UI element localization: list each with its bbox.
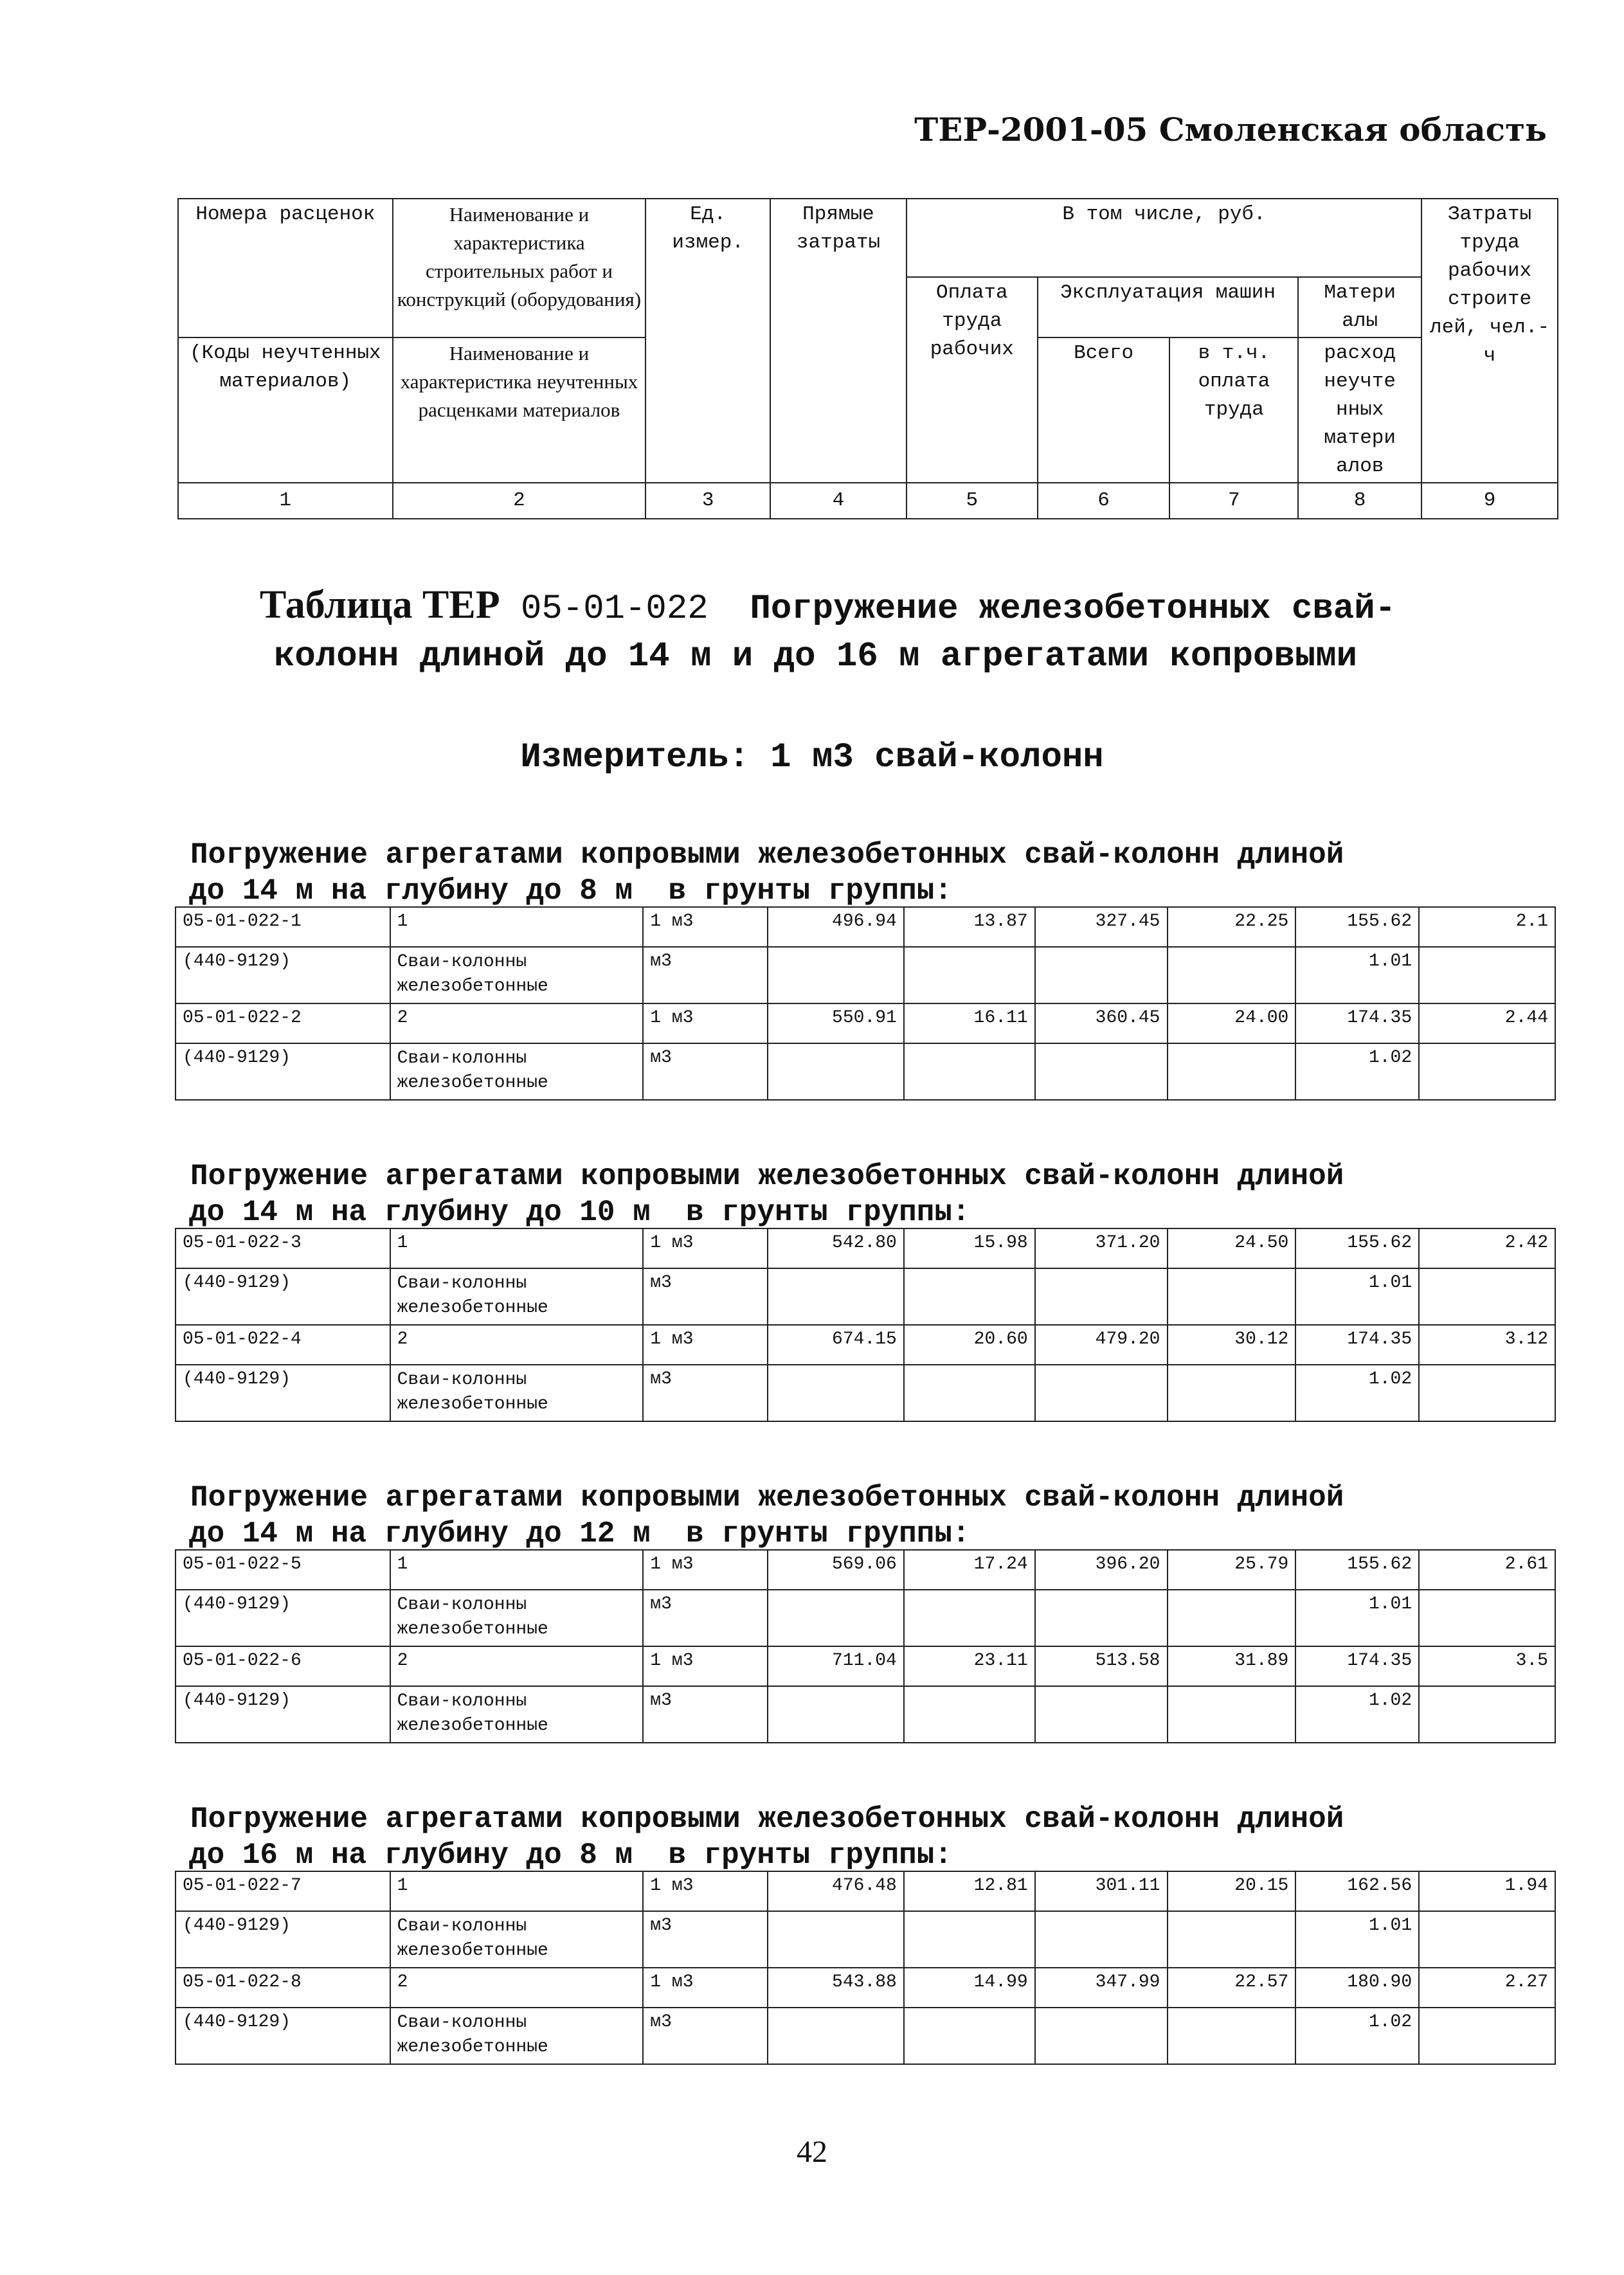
- machines-labor-cell: 24.00: [1168, 1003, 1296, 1043]
- rate-code-cell: 05-01-022-6: [176, 1646, 390, 1686]
- rate-code-cell: 05-01-022-2: [176, 1003, 390, 1043]
- machines-labor-cell: 22.57: [1168, 1968, 1296, 2008]
- section-title-line1: Погружение агрегатами копровыми железобетонных свай-колонн длиной: [190, 1481, 1344, 1515]
- unit-cell: м3: [643, 1686, 768, 1743]
- labor-pay-cell: [904, 1590, 1035, 1646]
- column-number: 6: [1038, 483, 1170, 519]
- header-machines-labor: в т.ч. оплата труда: [1169, 337, 1298, 483]
- material-row: [176, 2008, 1555, 2064]
- labor-pay-cell: 17.24: [904, 1550, 1035, 1590]
- materials-cell: 180.90: [1295, 1968, 1419, 2008]
- rates-table: [175, 906, 1556, 1101]
- rate-code-cell: (440-9129): [176, 1911, 390, 1968]
- materials-cell: 1.01: [1295, 1590, 1419, 1646]
- labor-hours-cell: [1419, 1268, 1555, 1325]
- machines-cell: 371.20: [1035, 1228, 1168, 1268]
- rate-row: [176, 1325, 1555, 1365]
- rate-code-cell: (440-9129): [176, 1043, 390, 1100]
- column-number: 1: [178, 483, 393, 519]
- rate-code-cell: 05-01-022-5: [176, 1550, 390, 1590]
- title-line1: Погружение железобетонных свай-: [750, 589, 1396, 629]
- header-col2-bottom: Наименование и характеристика неучтенных расценками материалов: [393, 337, 646, 483]
- labor-hours-cell: [1419, 1686, 1555, 1743]
- materials-cell: 1.02: [1295, 1686, 1419, 1743]
- labor-hours-cell: [1419, 1911, 1555, 1968]
- title-code: 05-01-022: [520, 589, 708, 629]
- machines-cell: [1035, 1043, 1168, 1100]
- machines-labor-cell: 22.25: [1168, 907, 1296, 947]
- rate-row: [176, 1003, 1555, 1043]
- materials-cell: 1.02: [1295, 2008, 1419, 2064]
- labor-hours-cell: 2.44: [1419, 1003, 1555, 1043]
- direct-cost-cell: 711.04: [768, 1646, 904, 1686]
- column-number: 3: [645, 483, 770, 519]
- labor-hours-cell: 1.94: [1419, 1871, 1555, 1911]
- section-title-line2: до 14 м на глубину до 10 м в грунты группы:: [189, 1196, 970, 1229]
- labor-pay-cell: 14.99: [904, 1968, 1035, 2008]
- labor-pay-cell: [904, 947, 1035, 1003]
- name-cell: 2: [390, 1325, 644, 1365]
- rate-code-cell: 05-01-022-4: [176, 1325, 390, 1365]
- labor-hours-cell: [1419, 1590, 1555, 1646]
- header-machines-total: Всего: [1038, 337, 1170, 483]
- materials-cell: 155.62: [1295, 1550, 1419, 1590]
- name-cell: Сваи-колонны железобетонные: [390, 1911, 644, 1968]
- labor-pay-cell: 20.60: [904, 1325, 1035, 1365]
- section-title-line2: до 16 м на глубину до 8 м в грунты группы:: [189, 1839, 952, 1872]
- header-machines: Эксплуатация машин: [1038, 277, 1299, 337]
- name-cell: 2: [390, 1968, 644, 2008]
- machines-labor-cell: [1168, 1686, 1296, 1743]
- labor-pay-cell: 13.87: [904, 907, 1035, 947]
- direct-cost-cell: [768, 1686, 904, 1743]
- labor-pay-cell: 15.98: [904, 1228, 1035, 1268]
- materials-cell: 1.01: [1295, 1268, 1419, 1325]
- direct-cost-cell: 543.88: [768, 1968, 904, 2008]
- rate-row: [176, 1646, 1555, 1686]
- rate-code-cell: (440-9129): [176, 947, 390, 1003]
- machines-labor-cell: 20.15: [1168, 1871, 1296, 1911]
- material-row: [176, 947, 1555, 1003]
- unit-cell: м3: [643, 2008, 768, 2064]
- direct-cost-cell: [768, 2008, 904, 2064]
- rate-code-cell: (440-9129): [176, 1590, 390, 1646]
- machines-labor-cell: 25.79: [1168, 1550, 1296, 1590]
- unit-cell: 1 м3: [643, 1003, 768, 1043]
- unit-cell: м3: [643, 1043, 768, 1100]
- direct-cost-cell: 550.91: [768, 1003, 904, 1043]
- header-including: В том числе, руб.: [907, 199, 1421, 277]
- machines-cell: 347.99: [1035, 1968, 1168, 2008]
- rate-row: [176, 1871, 1555, 1911]
- header-labor-pay: Оплата труда рабочих: [907, 277, 1038, 483]
- name-cell: 1: [390, 907, 644, 947]
- labor-pay-cell: [904, 1268, 1035, 1325]
- name-cell: Сваи-колонны железобетонные: [390, 1365, 644, 1421]
- machines-cell: 327.45: [1035, 907, 1168, 947]
- materials-cell: 1.01: [1295, 1911, 1419, 1968]
- section-title-line1: Погружение агрегатами копровыми железобетонных свай-колонн длиной: [190, 838, 1344, 872]
- machines-cell: 396.20: [1035, 1550, 1168, 1590]
- direct-cost-cell: [768, 1590, 904, 1646]
- header-unaccounted: расход неучте нных матери алов: [1298, 337, 1421, 483]
- header-labor-costs: Затраты труда рабочих строите лей, чел.-ч: [1421, 199, 1558, 483]
- section-title: [190, 1801, 1573, 1873]
- labor-hours-cell: [1419, 2008, 1555, 2064]
- direct-cost-cell: 674.15: [768, 1325, 904, 1365]
- material-row: [176, 1590, 1555, 1646]
- page-header: ТЕР-2001-05 Смоленская область: [914, 111, 1547, 148]
- header-col4: Прямые затраты: [770, 199, 907, 483]
- machines-cell: 513.58: [1035, 1646, 1168, 1686]
- materials-cell: 162.56: [1295, 1871, 1419, 1911]
- labor-hours-cell: [1419, 947, 1555, 1003]
- materials-cell: 174.35: [1295, 1325, 1419, 1365]
- section-title-line1: Погружение агрегатами копровыми железобетонных свай-колонн длиной: [190, 1160, 1344, 1193]
- direct-cost-cell: 496.94: [768, 907, 904, 947]
- machines-labor-cell: [1168, 1590, 1296, 1646]
- machines-cell: [1035, 1686, 1168, 1743]
- unit-cell: м3: [643, 1365, 768, 1421]
- section-title: [190, 1480, 1573, 1552]
- machines-labor-cell: [1168, 1268, 1296, 1325]
- table-title: [260, 581, 1533, 681]
- machines-cell: [1035, 1268, 1168, 1325]
- machines-labor-cell: [1168, 1365, 1296, 1421]
- machines-cell: 479.20: [1035, 1325, 1168, 1365]
- direct-cost-cell: 569.06: [768, 1550, 904, 1590]
- section-title: [190, 837, 1573, 909]
- unit-cell: м3: [643, 1911, 768, 1968]
- materials-cell: 155.62: [1295, 1228, 1419, 1268]
- name-cell: 2: [390, 1646, 644, 1686]
- name-cell: Сваи-колонны железобетонные: [390, 947, 644, 1003]
- header-col1-top: Номера расценок: [178, 199, 393, 337]
- name-cell: Сваи-колонны железобетонные: [390, 1590, 644, 1646]
- machines-cell: [1035, 2008, 1168, 2064]
- labor-pay-cell: [904, 1043, 1035, 1100]
- material-row: [176, 1043, 1555, 1100]
- materials-cell: 1.01: [1295, 947, 1419, 1003]
- unit-cell: м3: [643, 1268, 768, 1325]
- rate-row: [176, 1228, 1555, 1268]
- unit-cell: 1 м3: [643, 1968, 768, 2008]
- labor-pay-cell: 23.11: [904, 1646, 1035, 1686]
- machines-cell: [1035, 1590, 1168, 1646]
- direct-cost-cell: [768, 1043, 904, 1100]
- labor-hours-cell: 2.1: [1419, 907, 1555, 947]
- materials-cell: 1.02: [1295, 1365, 1419, 1421]
- header-col3: Ед. измер.: [645, 199, 770, 483]
- rate-code-cell: (440-9129): [176, 1686, 390, 1743]
- machines-labor-cell: 31.89: [1168, 1646, 1296, 1686]
- page-number: 42: [797, 2135, 827, 2169]
- labor-hours-cell: 2.42: [1419, 1228, 1555, 1268]
- machines-cell: [1035, 1911, 1168, 1968]
- rates-table: [175, 1549, 1556, 1743]
- unit-cell: 1 м3: [643, 1646, 768, 1686]
- unit-cell: 1 м3: [643, 907, 768, 947]
- rate-row: [176, 1550, 1555, 1590]
- materials-cell: 174.35: [1295, 1646, 1419, 1686]
- labor-hours-cell: [1419, 1043, 1555, 1100]
- section-title-line2: до 14 м на глубину до 12 м в грунты группы:: [189, 1517, 970, 1551]
- labor-pay-cell: [904, 2008, 1035, 2064]
- column-number: 9: [1421, 483, 1558, 519]
- name-cell: 2: [390, 1003, 644, 1043]
- machines-labor-cell: [1168, 1911, 1296, 1968]
- labor-hours-cell: [1419, 1365, 1555, 1421]
- direct-cost-cell: 476.48: [768, 1871, 904, 1911]
- section-title: [190, 1158, 1573, 1230]
- machines-cell: 360.45: [1035, 1003, 1168, 1043]
- labor-pay-cell: [904, 1365, 1035, 1421]
- column-number: 5: [907, 483, 1038, 519]
- column-number: 2: [393, 483, 646, 519]
- labor-pay-cell: [904, 1686, 1035, 1743]
- column-number: 7: [1169, 483, 1298, 519]
- rate-code-cell: 05-01-022-3: [176, 1228, 390, 1268]
- rates-table: [175, 1228, 1556, 1422]
- direct-cost-cell: [768, 1365, 904, 1421]
- rate-code-cell: (440-9129): [176, 2008, 390, 2064]
- unit-cell: 1 м3: [643, 1325, 768, 1365]
- machines-labor-cell: 24.50: [1168, 1228, 1296, 1268]
- header-col2-top: Наименование и характеристика строительных работ и конструкций (оборудования): [393, 199, 646, 337]
- labor-hours-cell: 3.5: [1419, 1646, 1555, 1686]
- rates-table: [175, 1871, 1556, 2065]
- direct-cost-cell: 542.80: [768, 1228, 904, 1268]
- direct-cost-cell: [768, 947, 904, 1003]
- name-cell: 1: [390, 1228, 644, 1268]
- name-cell: Сваи-колонны железобетонные: [390, 1686, 644, 1743]
- header-materials: Матери алы: [1298, 277, 1421, 337]
- material-row: [176, 1268, 1555, 1325]
- unit-cell: м3: [643, 947, 768, 1003]
- section-title-line1: Погружение агрегатами копровыми железобетонных свай-колонн длиной: [190, 1803, 1344, 1836]
- unit-cell: 1 м3: [643, 1550, 768, 1590]
- materials-cell: 155.62: [1295, 907, 1419, 947]
- materials-cell: 1.02: [1295, 1043, 1419, 1100]
- labor-hours-cell: 3.12: [1419, 1325, 1555, 1365]
- material-row: [176, 1686, 1555, 1743]
- section-title-line2: до 14 м на глубину до 8 м в грунты группы:: [189, 874, 952, 908]
- column-number: 8: [1298, 483, 1421, 519]
- machines-cell: 301.11: [1035, 1871, 1168, 1911]
- labor-pay-cell: 16.11: [904, 1003, 1035, 1043]
- column-header-table: [177, 198, 1558, 519]
- rate-code-cell: (440-9129): [176, 1365, 390, 1421]
- name-cell: Сваи-колонны железобетонные: [390, 1268, 644, 1325]
- machines-labor-cell: 30.12: [1168, 1325, 1296, 1365]
- material-row: [176, 1911, 1555, 1968]
- machines-cell: [1035, 947, 1168, 1003]
- machines-labor-cell: [1168, 2008, 1296, 2064]
- rate-code-cell: 05-01-022-7: [176, 1871, 390, 1911]
- labor-pay-cell: [904, 1911, 1035, 1968]
- name-cell: 1: [390, 1871, 644, 1911]
- header-col1-bottom: (Коды неучтенных материалов): [178, 337, 393, 483]
- labor-pay-cell: 12.81: [904, 1871, 1035, 1911]
- name-cell: Сваи-колонны железобетонные: [390, 2008, 644, 2064]
- direct-cost-cell: [768, 1268, 904, 1325]
- name-cell: 1: [390, 1550, 644, 1590]
- labor-hours-cell: 2.61: [1419, 1550, 1555, 1590]
- machines-labor-cell: [1168, 947, 1296, 1003]
- rate-code-cell: 05-01-022-1: [176, 907, 390, 947]
- title-line2: колонн длиной до 14 м и до 16 м агрегатами копровыми: [274, 637, 1358, 676]
- rate-row: [176, 907, 1555, 947]
- name-cell: Сваи-колонны железобетонные: [390, 1043, 644, 1100]
- direct-cost-cell: [768, 1911, 904, 1968]
- unit-cell: м3: [643, 1590, 768, 1646]
- title-prefix: Таблица ТЕР: [260, 583, 500, 627]
- unit-cell: 1 м3: [643, 1228, 768, 1268]
- rate-code-cell: (440-9129): [176, 1268, 390, 1325]
- materials-cell: 174.35: [1295, 1003, 1419, 1043]
- rate-row: [176, 1968, 1555, 2008]
- unit-cell: 1 м3: [643, 1871, 768, 1911]
- material-row: [176, 1365, 1555, 1421]
- machines-labor-cell: [1168, 1043, 1296, 1100]
- measure-unit: Измеритель: 1 м3 свай-колонн: [520, 738, 1104, 777]
- column-number: 4: [770, 483, 907, 519]
- machines-cell: [1035, 1365, 1168, 1421]
- labor-hours-cell: 2.27: [1419, 1968, 1555, 2008]
- rate-code-cell: 05-01-022-8: [176, 1968, 390, 2008]
